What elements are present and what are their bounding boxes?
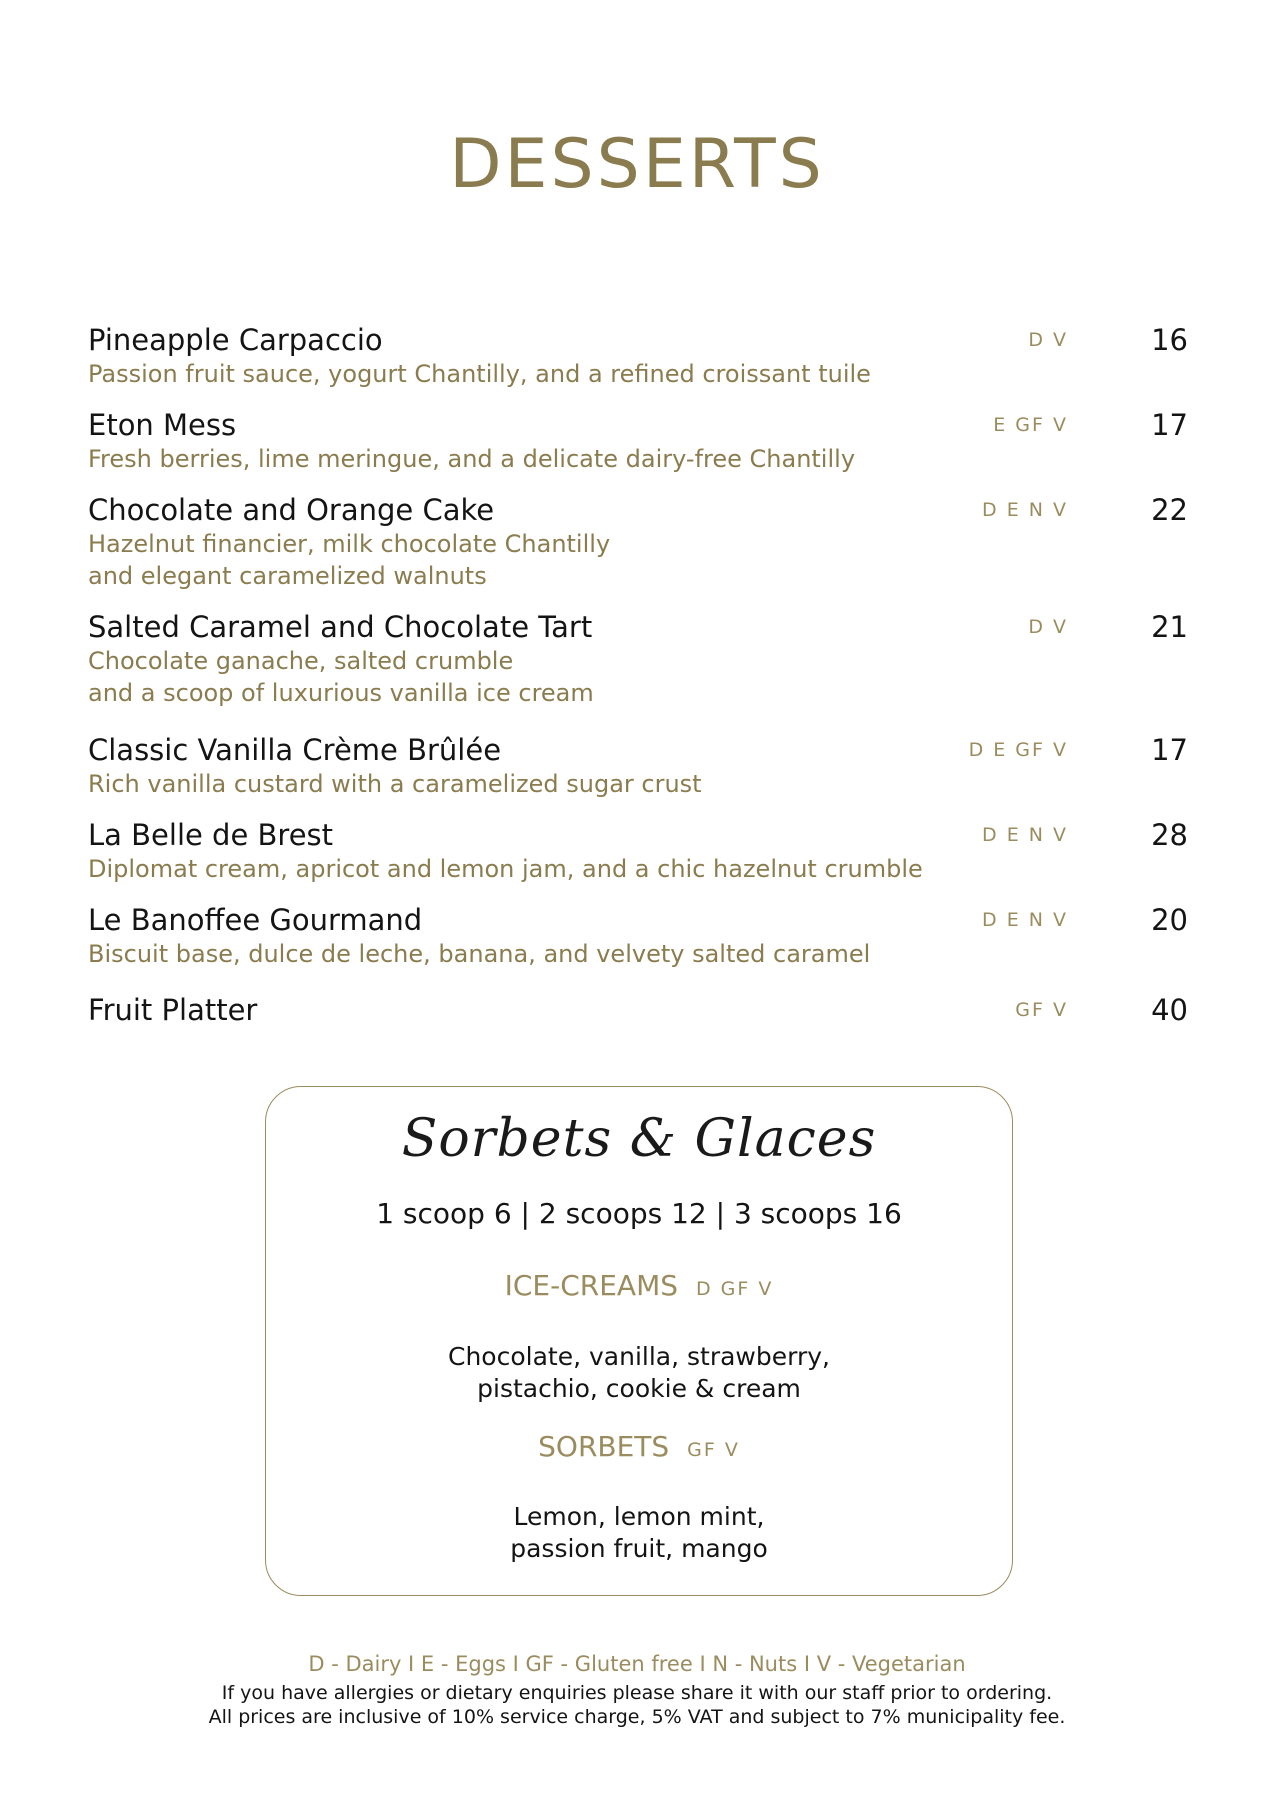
icecreams-heading-label: ICE-CREAMS	[504, 1269, 679, 1302]
item-name: Fruit Platter	[88, 993, 258, 1027]
item-name: Pineapple Carpaccio	[88, 323, 383, 357]
sorbets-flavours-line1: Lemon, lemon mint,	[513, 1502, 765, 1531]
icecreams-flavours	[266, 1341, 1012, 1405]
allergy-note: If you have allergies or dietary enquiries please share it with our staff prior to ordering.	[221, 1682, 1053, 1704]
icecreams-flavours-line1: Chocolate, vanilla, strawberry,	[448, 1342, 830, 1371]
item-price: 22	[1151, 493, 1188, 527]
item-description: Chocolate ganache, salted crumble	[88, 647, 514, 675]
item-price: 40	[1151, 993, 1188, 1027]
menu-item	[88, 492, 1188, 592]
menu-item	[88, 609, 1188, 709]
item-name: Chocolate and Orange Cake	[88, 493, 495, 527]
item-description: Hazelnut financier, milk chocolate Chantilly	[88, 530, 611, 558]
icecreams-dietary-tags: D GF V	[696, 1278, 774, 1300]
icecreams-heading	[266, 1269, 1012, 1302]
sorbets-glaces-panel	[265, 1086, 1013, 1596]
item-price: 21	[1151, 610, 1188, 644]
item-dietary-tags: D E N V	[982, 824, 1068, 846]
item-dietary-tags: D V	[1028, 616, 1068, 638]
menu-item	[88, 992, 1188, 1028]
item-price: 17	[1151, 733, 1188, 767]
item-name: Salted Caramel and Chocolate Tart	[88, 610, 593, 644]
sorbets-title: Sorbets & Glaces	[401, 1109, 877, 1169]
item-dietary-tags: D V	[1028, 329, 1068, 351]
item-price: 16	[1151, 323, 1188, 357]
sorbets-dietary-tags: GF V	[687, 1439, 740, 1461]
item-name: Le Banoffee Gourmand	[88, 903, 423, 937]
sorbets-flavours	[266, 1501, 1012, 1565]
item-dietary-tags: D E GF V	[968, 739, 1068, 761]
menu-item	[88, 407, 1188, 475]
item-description: Passion fruit sauce, yogurt Chantilly, and a refined croissant tuile	[88, 360, 871, 388]
scoop-prices: 1 scoop 6 | 2 scoops 12 | 3 scoops 16	[376, 1197, 902, 1230]
item-dietary-tags: D E N V	[982, 499, 1068, 521]
menu-item	[88, 732, 1188, 800]
icecreams-flavours-line2: pistachio, cookie & cream	[477, 1374, 801, 1403]
item-description-line2: and a scoop of luxurious vanilla ice cream	[88, 679, 594, 707]
item-description: Rich vanilla custard with a caramelized sugar crust	[88, 770, 702, 798]
item-dietary-tags: E GF V	[993, 414, 1068, 436]
item-name: La Belle de Brest	[88, 818, 334, 852]
sorbets-heading	[266, 1430, 1012, 1463]
pricing-note: All prices are inclusive of 10% service charge, 5% VAT and subject to 7% municipality fee.	[208, 1706, 1066, 1728]
menu-item	[88, 817, 1188, 885]
sorbets-flavours-line2: passion fruit, mango	[510, 1534, 768, 1563]
item-description: Fresh berries, lime meringue, and a delicate dairy-free Chantilly	[88, 445, 856, 473]
menu-item	[88, 902, 1188, 970]
page-title: DESSERTS	[449, 125, 825, 204]
item-price: 17	[1151, 408, 1188, 442]
item-name: Eton Mess	[88, 408, 237, 442]
sorbets-heading-label: SORBETS	[538, 1430, 670, 1463]
item-dietary-tags: D E N V	[982, 909, 1068, 931]
item-dietary-tags: GF V	[1015, 999, 1068, 1021]
dietary-legend: D - Dairy I E - Eggs I GF - Gluten free I N - Nuts I V - Vegetarian	[308, 1652, 966, 1676]
item-description-line2: and elegant caramelized walnuts	[88, 562, 487, 590]
menu-item	[88, 322, 1188, 390]
item-price: 20	[1151, 903, 1188, 937]
item-price: 28	[1151, 818, 1188, 852]
item-name: Classic Vanilla Crème Brûlée	[88, 733, 502, 767]
item-description: Diplomat cream, apricot and lemon jam, and a chic hazelnut crumble	[88, 855, 923, 883]
item-description: Biscuit base, dulce de leche, banana, and velvety salted caramel	[88, 940, 871, 968]
